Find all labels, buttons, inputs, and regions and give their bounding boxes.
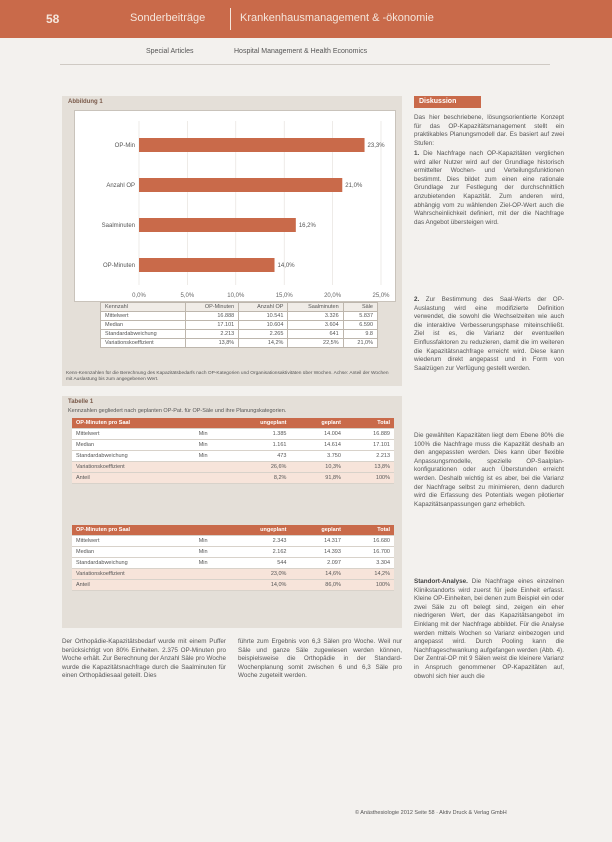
table-cell: Mittelwert bbox=[72, 536, 195, 547]
bar-chart-svg bbox=[75, 111, 395, 301]
table-row bbox=[72, 462, 394, 473]
table-header-row bbox=[72, 525, 394, 536]
table-cell: Kennzahl bbox=[101, 303, 186, 312]
bar-value-label: 21,0% bbox=[345, 183, 363, 189]
table-cell: 2.213 bbox=[345, 451, 394, 462]
table-row bbox=[72, 569, 394, 580]
table-cell: 8,2% bbox=[223, 473, 291, 484]
header-title: Krankenhausmanagement & -ökonomie bbox=[240, 12, 434, 24]
table-cell: 2.097 bbox=[290, 558, 344, 569]
bar bbox=[139, 218, 296, 232]
standort-text: Die Nachfrage eines einzelnen Klinikstandorts wird zuerst für jede Einheit erfasst. Kleine OP-Einheiten, bei denen zum Beispiel ein oder zwei Säle zu oft belegt sind, zeigen ein eher niedrigeren Wert, der das Kapazitätsangebot im Einklang mit der Nachfrage abbildet. Für die Analyse werden mittels Wochen so Varianz einbezogen und angepasst wird. Durch Pooling kann die Nachfrageschwankung aufgefangen werden (Abb. 4). Der Zentral-OP mit 9 Sälen weist die kleinere Varianz in Anspruch genommener OP-Kapazitäten auf, obwohl sich hier auch die bbox=[414, 578, 565, 680]
table-cell: 3.326 bbox=[288, 312, 343, 321]
table-header-cell: geplant bbox=[290, 418, 344, 429]
table-cell: 10.541 bbox=[239, 312, 288, 321]
table-cell bbox=[195, 462, 223, 473]
table-cell: Standardabweichung bbox=[72, 451, 195, 462]
table-cell: Anteil bbox=[72, 473, 195, 484]
table-cell: 14.004 bbox=[290, 429, 344, 440]
table-header-cell: geplant bbox=[290, 525, 344, 536]
table-header-cell: ungeplant bbox=[223, 525, 291, 536]
table-cell: 17.101 bbox=[185, 321, 239, 330]
table-header-cell bbox=[195, 525, 223, 536]
table-header-row bbox=[72, 418, 394, 429]
table-cell: Min bbox=[195, 558, 223, 569]
table-row bbox=[72, 558, 394, 569]
point-1-text: Die Nachfrage nach OP-Kapazitäten verglichen wird aller Nutzer wird auf der Grundlage historisch ermittelter Wochen- und Verteilungsfunktionen bestimmt. Dies bildet zum einen eine rationale Grundlage zur Festlegung der durchschnittlich anzubietenden Kapazität. Zum anderen wird, abhängig vom zu wählenden Ziel-OP-Wert auch die Wahrscheinlichkeit definiert, mit der die Nachfrage das Angebot übersteigen wird. bbox=[414, 150, 565, 226]
table-cell: 2.162 bbox=[223, 547, 291, 558]
footer-copyright: © Anästhesiologie 2012 Seite 58 · Aktiv Druck & Verlag GmbH bbox=[355, 810, 507, 816]
discussion-point-1 bbox=[414, 150, 564, 227]
table-cell: Mittelwert bbox=[101, 312, 186, 321]
table-cell bbox=[195, 569, 223, 580]
bar bbox=[139, 138, 365, 152]
table-cell: 14,6% bbox=[290, 569, 344, 580]
table-cell: 26,6% bbox=[223, 462, 291, 473]
table-cell: 10.604 bbox=[239, 321, 288, 330]
table-cell: Min bbox=[195, 429, 223, 440]
table-cell: 100% bbox=[345, 473, 394, 484]
table-row bbox=[72, 547, 394, 558]
discussion-point-2 bbox=[414, 296, 564, 373]
table-cell: 16.680 bbox=[345, 536, 394, 547]
page-header-bar bbox=[0, 0, 612, 38]
category-label: OP-Minuten bbox=[102, 263, 135, 269]
table-row bbox=[72, 536, 394, 547]
table-cell: 16.889 bbox=[345, 429, 394, 440]
table-row bbox=[72, 440, 394, 451]
category-label: OP-Min bbox=[114, 143, 135, 149]
x-tick-label: 10,0% bbox=[227, 293, 245, 299]
table-row bbox=[101, 303, 378, 312]
x-tick-label: 20,0% bbox=[324, 293, 342, 299]
table-cell: Variationskoeffizient bbox=[72, 462, 195, 473]
table-cell: Min bbox=[195, 536, 223, 547]
body-column-left: Der Orthopädie-Kapazitätsbedarf wurde mit einem Puffer berücksichtigt von 80% Einheiten. 2.375 OP-Minuten pro Woche erhält. Zur Berechnung der Anzahl Säle pro Woche wurde die Kapazitätsnachfrage durch die Saalminuten für einen Orthopädiesaal geteilt. Dies bbox=[62, 638, 226, 680]
table-cell: 13,8% bbox=[185, 339, 239, 348]
table-cell: 17.101 bbox=[345, 440, 394, 451]
point-1-number: 1. bbox=[414, 150, 420, 157]
bar bbox=[139, 258, 275, 272]
discussion-intro: Das hier beschriebene, lösungsorientierte Konzept für das OP-Kapazitätsmanagement stellt ein praktikables Planungsmodell dar. Es basiert auf zwei Stufen: bbox=[414, 114, 564, 147]
table-cell: Mittelwert bbox=[72, 429, 195, 440]
table2-label: Tabelle 1 bbox=[68, 399, 94, 405]
x-tick-label: 25,0% bbox=[372, 293, 390, 299]
subtitle-left: Special Articles bbox=[146, 48, 194, 55]
table-cell: 2.265 bbox=[239, 330, 288, 339]
table-cell bbox=[195, 473, 223, 484]
table-cell: 16.888 bbox=[185, 312, 239, 321]
table-cell: 22,5% bbox=[288, 339, 343, 348]
table-cell: Min bbox=[195, 451, 223, 462]
table-cell: 14,2% bbox=[239, 339, 288, 348]
table-cell: Median bbox=[72, 547, 195, 558]
table-cell: Median bbox=[101, 321, 186, 330]
table-cell: 2.213 bbox=[185, 330, 239, 339]
point-2-text: Zur Bestimmung des Saal-Werts der OP-Auslastung wird eine modifizierte Definition verwendet, die sowohl die Wechselzeiten wie auch die interaktive Verbesserungsphase miteinschließt. Ziel ist es, die Varianz der eventuellen Einflussfaktoren zu reduzieren, damit die im weiteren die Kapazitätsnachfrage erreicht wird. Diese kann wiederum direkt angepasst und in Form von Saalzügen zur Verfügung gestellt werden. bbox=[414, 296, 564, 372]
table-row bbox=[72, 429, 394, 440]
table-header-cell: OP-Minuten pro Saal bbox=[72, 418, 195, 429]
table-cell: 473 bbox=[223, 451, 291, 462]
table-cell: 3.750 bbox=[290, 451, 344, 462]
page-number: 58 bbox=[46, 12, 60, 26]
section-title: Sonderbeiträge bbox=[130, 12, 206, 24]
table-row bbox=[101, 312, 378, 321]
x-tick-label: 0,0% bbox=[132, 293, 146, 299]
table-cell: Variationskoeffizient bbox=[101, 339, 186, 348]
x-tick-label: 15,0% bbox=[275, 293, 293, 299]
table-cell: Standardabweichung bbox=[101, 330, 186, 339]
body-column-mid: führte zum Ergebnis von 6,3 Sälen pro Woche. Weil nur Säle und ganze Säle zugewiesen werden können, beispielsweise die Orthopädie in der Standard-Wochenplanung somit zwischen 6 und 6,3 Säle pro Woche zugeteilt werden. bbox=[238, 638, 402, 680]
table-header-cell bbox=[195, 418, 223, 429]
table-cell: OP-Minuten bbox=[185, 303, 239, 312]
table-cell: 16.700 bbox=[345, 547, 394, 558]
bar-chart bbox=[74, 110, 396, 302]
table-cell: Min bbox=[195, 440, 223, 451]
table-cell: 100% bbox=[345, 580, 394, 591]
table-cell: 2.343 bbox=[223, 536, 291, 547]
table-cell: Variationskoeffizient bbox=[72, 569, 195, 580]
table-cell: 14,2% bbox=[345, 569, 394, 580]
table-cell: 23,0% bbox=[223, 569, 291, 580]
table-cell: Anteil bbox=[72, 580, 195, 591]
subtitle-right: Hospital Management & Health Economics bbox=[234, 48, 368, 55]
bar bbox=[139, 178, 342, 192]
figure-caption: Kenn-Kennzahlen für die Berechnung des Kapazitätsbedarfs nach OP-Kategorien und Organisationsaktivitäten über Wochen. Achse: Anteil der Wochen mit Auslastung bis zum angegebenen Wert. bbox=[66, 371, 389, 382]
table-row bbox=[101, 339, 378, 348]
table-cell: 21,0% bbox=[343, 339, 377, 348]
table-cell: 14,0% bbox=[223, 580, 291, 591]
table-cell: 91,8% bbox=[290, 473, 344, 484]
category-label: Saalminuten bbox=[101, 223, 135, 229]
table-cell: 3.604 bbox=[288, 321, 343, 330]
table-header-cell: OP-Minuten pro Saal bbox=[72, 525, 195, 536]
table-cell bbox=[195, 580, 223, 591]
table-row bbox=[101, 330, 378, 339]
figure-table bbox=[100, 302, 378, 348]
bar-value-label: 14,0% bbox=[277, 263, 295, 269]
table-cell: Min bbox=[195, 547, 223, 558]
table-cell: 10,3% bbox=[290, 462, 344, 473]
table-header-cell: Total bbox=[345, 525, 394, 536]
table-cell: 641 bbox=[288, 330, 343, 339]
table-cell: 86,0% bbox=[290, 580, 344, 591]
table-cell: 1.161 bbox=[223, 440, 291, 451]
table-cell: Säle bbox=[343, 303, 377, 312]
table-cell: Anzahl OP bbox=[239, 303, 288, 312]
table-cell: 14.614 bbox=[290, 440, 344, 451]
bar-value-label: 23,3% bbox=[367, 143, 385, 149]
table-cell: 5.837 bbox=[343, 312, 377, 321]
table-row bbox=[101, 321, 378, 330]
table-row bbox=[72, 451, 394, 462]
table2-block-1 bbox=[72, 418, 394, 484]
table-row bbox=[72, 473, 394, 484]
table-cell: 544 bbox=[223, 558, 291, 569]
table-cell: 6.590 bbox=[343, 321, 377, 330]
standort-heading: Standort-Analyse. bbox=[414, 578, 468, 585]
table-row bbox=[72, 580, 394, 591]
table-cell: 13,8% bbox=[345, 462, 394, 473]
table-cell: Saalminuten bbox=[288, 303, 343, 312]
bar-value-label: 16,2% bbox=[298, 223, 316, 229]
point-2-number: 2. bbox=[414, 296, 420, 303]
x-tick-label: 5,0% bbox=[180, 293, 195, 299]
header-rule bbox=[60, 64, 550, 65]
header-divider bbox=[230, 8, 231, 30]
category-label: Anzahl OP bbox=[106, 183, 135, 189]
table-header-cell: Total bbox=[345, 418, 394, 429]
table-cell: 1.385 bbox=[223, 429, 291, 440]
standort-analyse bbox=[414, 578, 564, 681]
discussion-heading: Diskussion bbox=[414, 96, 481, 108]
table-cell: 14.317 bbox=[290, 536, 344, 547]
figure-label: Abbildung 1 bbox=[68, 99, 103, 105]
table-cell: 3.304 bbox=[345, 558, 394, 569]
table2-caption: Kennzahlen gegliedert nach geplanten OP-Pat. für OP-Säle und ihre Planungskategorien. bbox=[68, 408, 287, 414]
table2-block-2 bbox=[72, 525, 394, 591]
table-header-cell: ungeplant bbox=[223, 418, 291, 429]
table-cell: 14.393 bbox=[290, 547, 344, 558]
table-cell: 9.8 bbox=[343, 330, 377, 339]
table-cell: Median bbox=[72, 440, 195, 451]
table-cell: Standardabweichung bbox=[72, 558, 195, 569]
discussion-paragraph: Die gewählten Kapazitäten liegt dem Ebene 80% die 100% die Nachfrage muss die Kapazität deshalb an den angepassten werden. Dies kann über flexible Anpassungsmodelle, spezielle OP-Saalplan-konfigurationen oder auch Überstunden erreicht werden. Deshalb wichtig ist es aber, bei die Varianz der Nachfrage selbst zu minimieren, denn dadurch wird die Erfassung des Potentials wegen pilotierter Kapazitätsanpassungen ganz erheblich. bbox=[414, 432, 564, 508]
